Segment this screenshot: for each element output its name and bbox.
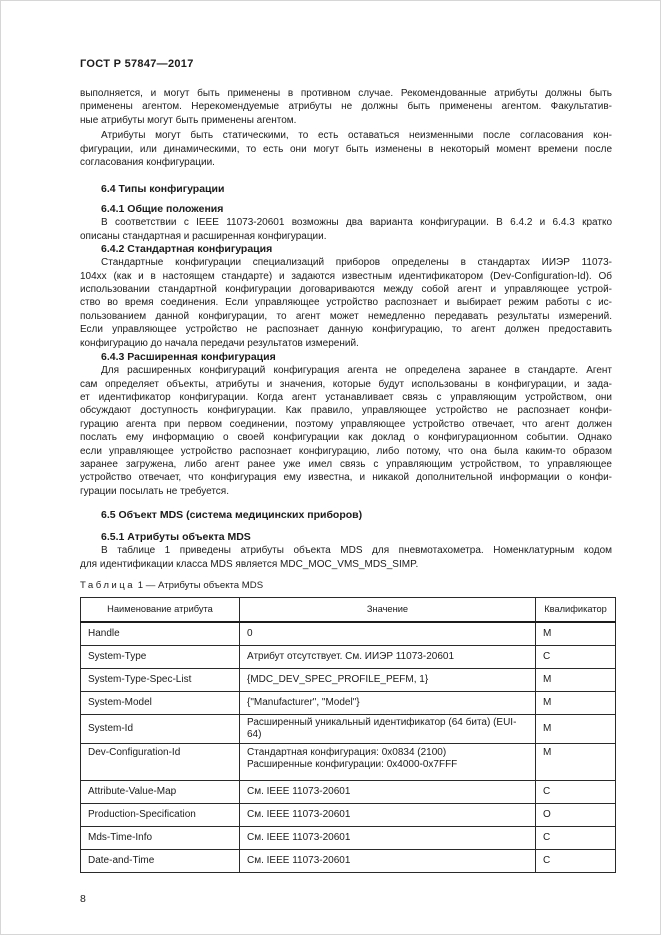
text-line: описаны стандартная и расширенная конфигурации. (80, 230, 327, 242)
section-heading-6-5: 6.5 Объект MDS (система медицинских приборов) (101, 509, 363, 522)
text-line: Для расширенных конфигураций конфигурация агента не определена заранее в стандарте. Агент (101, 365, 612, 377)
attribute-value-cell (240, 743, 536, 780)
table-row (81, 803, 616, 826)
attribute-value-cell: См. IEEE 11073-20601 (240, 780, 536, 803)
qualifier-cell: C (536, 849, 616, 872)
text-line: конфигурацию до начала передачи результатов измерений. (80, 337, 359, 349)
table-caption (80, 580, 612, 592)
mds-attributes-table (80, 597, 616, 873)
text-line: послать ему информацию о своей конфигурации как доклад о конфигурационном событии. Однако (80, 432, 612, 444)
paragraph-6-4-2 (80, 256, 612, 350)
text-line: гурацию агента при первом соединении, поэтому управляющее устройство отвечает, что агент должен (80, 418, 612, 430)
text-line: пользованием данной конфигурации, то агент может немедленно передавать результаты измерений. (80, 310, 612, 322)
attribute-name-cell: Date-and-Time (81, 849, 240, 872)
table-row (81, 691, 616, 714)
column-header-attribute-name: Наименование атрибута (81, 597, 240, 622)
table-row (81, 826, 616, 849)
text-line: выполняется, и могут быть применены в противном случае. Рекомендованные атрибуты должны быть (80, 88, 612, 99)
value-line-1: Стандартная конфигурация: 0x0834 (2100) (247, 746, 447, 758)
section-heading-6-5-1: 6.5.1 Атрибуты объекта MDS (101, 531, 251, 544)
text-line: ные атрибуты могут быть применены агентом. (80, 114, 297, 126)
attribute-value-cell: {MDC_DEV_SPEC_PROFILE_PEFM, 1} (240, 668, 536, 691)
value-line-2: Расширенные конфигурации: 0x4000-0x7FFF (247, 758, 458, 770)
text-line: 104xx (как и в настоящем стандарте) и задаются известным идентификатором (Dev-Configuration-Id). Об (80, 270, 612, 282)
table-row (81, 743, 616, 780)
text-line: устройство отвечает, что конфигурация ему известна, и никакой дополнительной информации о конфи- (80, 472, 612, 484)
text-line: В соответствии с IEEE 11073-20601 возможны два варианта конфигурации. В 6.4.2 и 6.4.3 кратко (101, 217, 612, 229)
qualifier-cell: C (536, 826, 616, 849)
section-heading-6-4-3: 6.4.3 Расширенная конфигурация (101, 351, 276, 364)
qualifier-cell: C (536, 780, 616, 803)
attribute-name-cell: System-Type (81, 645, 240, 668)
text-line: сам определяет объекты, атрибуты и значения, которые будут использованы в конфигурации, и зада- (80, 378, 612, 390)
attribute-value-cell: 0 (240, 622, 536, 646)
attribute-name-cell: System-Type-Spec-List (81, 668, 240, 691)
attribute-name-cell: System-Id (81, 714, 240, 743)
qualifier-cell: M (536, 714, 616, 743)
paragraph-6-5-1 (80, 544, 612, 571)
text-line: обсуждают доступность конфигурации. Как правило, управляющее устройство не распознает конфи- (80, 405, 612, 417)
qualifier-cell: M (536, 622, 616, 646)
standard-number-header: ГОСТ Р 57847—2017 (80, 58, 194, 70)
section-heading-6-4-2: 6.4.2 Стандартная конфигурация (101, 243, 273, 256)
text-line: Атрибуты могут быть статическими, то есть оставаться неизменными после согласования кон- (101, 130, 612, 142)
text-line: гурации посылать не требуется. (80, 485, 229, 497)
table-caption-word: Таблица (80, 579, 136, 591)
attribute-value-cell: См. IEEE 11073-20601 (240, 849, 536, 872)
attribute-value-cell: Расширенный уникальный идентификатор (64 бита) (EUI-64) (240, 714, 536, 743)
paragraph-6-4-1 (80, 216, 612, 243)
paragraph-continuation (80, 87, 612, 127)
table-row (81, 645, 616, 668)
qualifier-cell: M (536, 668, 616, 691)
text-line: использовании стандартной конфигурации договариваются между собой агент и управляющее устрой- (80, 284, 612, 296)
table-row (81, 780, 616, 803)
text-line: если управляющее устройство распознает конфигурацию, либо потому, что она была каким-то образом (80, 445, 612, 457)
text-line: В таблице 1 приведены атрибуты объекта MDS для пневмотахометра. Номенклатурным кодом (101, 545, 612, 557)
table-header-row (81, 597, 616, 622)
text-line: согласования конфигурации. (80, 157, 215, 169)
text-line: заранее загружена, либо агент ранее уже имел связь с управляющим устройством, то управляющее (80, 458, 612, 470)
table-caption-text: 1 — Атрибуты объекта MDS (137, 579, 264, 591)
section-heading-6-4: 6.4 Типы конфигурации (101, 183, 225, 196)
column-header-qualifier: Квалификатор (536, 597, 616, 622)
attribute-value-cell: {"Manufacturer", "Model"} (240, 691, 536, 714)
table-row (81, 849, 616, 872)
paragraph-6-4-3 (80, 364, 612, 498)
table-row (81, 622, 616, 646)
qualifier-cell: M (536, 691, 616, 714)
section-heading-6-4-1: 6.4.1 Общие положения (101, 203, 224, 216)
text-line: фигурации, или динамическими, то есть они могут быть изменены в некоторый момент времени после (80, 143, 612, 155)
attribute-name-cell: Attribute-Value-Map (81, 780, 240, 803)
text-line: Стандартные конфигурации специализаций приборов определены в стандартах ИИЭР 11073- (101, 257, 612, 269)
attribute-name-cell: System-Model (81, 691, 240, 714)
page-number: 8 (80, 892, 86, 905)
text-line: для идентификации класса MDS является MDC_MOC_VMS_MDS_SIMP. (80, 558, 419, 570)
text-line: Если управляющее устройство не распознает данную конфигурацию, то агент должен предоставить (80, 324, 612, 336)
qualifier-cell: M (536, 743, 616, 780)
attribute-name-cell: Mds-Time-Info (81, 826, 240, 849)
text-line: ет идентификатор конфигурации. Когда агент устанавливает связь с управляющим устройством, они (80, 391, 612, 403)
table-row (81, 714, 616, 743)
text-line: ство во время соединения. Если управляющее устройство распознает и выбирает режим работы с ис- (80, 297, 612, 309)
attribute-name-cell: Dev-Configuration-Id (81, 743, 240, 780)
attribute-value-cell: См. IEEE 11073-20601 (240, 803, 536, 826)
attribute-value-cell: Атрибут отсутствует. См. ИИЭР 11073-20601 (240, 645, 536, 668)
table-row (81, 668, 616, 691)
attribute-value-cell: См. IEEE 11073-20601 (240, 826, 536, 849)
column-header-value: Значение (240, 597, 536, 622)
qualifier-cell: C (536, 645, 616, 668)
attribute-name-cell: Production-Specification (81, 803, 240, 826)
text-line: применены агентом. Нерекомендуемые атрибуты не должны быть применены агентом. Факультатив- (80, 101, 612, 113)
attribute-name-cell: Handle (81, 622, 240, 646)
paragraph-attributes-static (80, 129, 612, 169)
qualifier-cell: O (536, 803, 616, 826)
